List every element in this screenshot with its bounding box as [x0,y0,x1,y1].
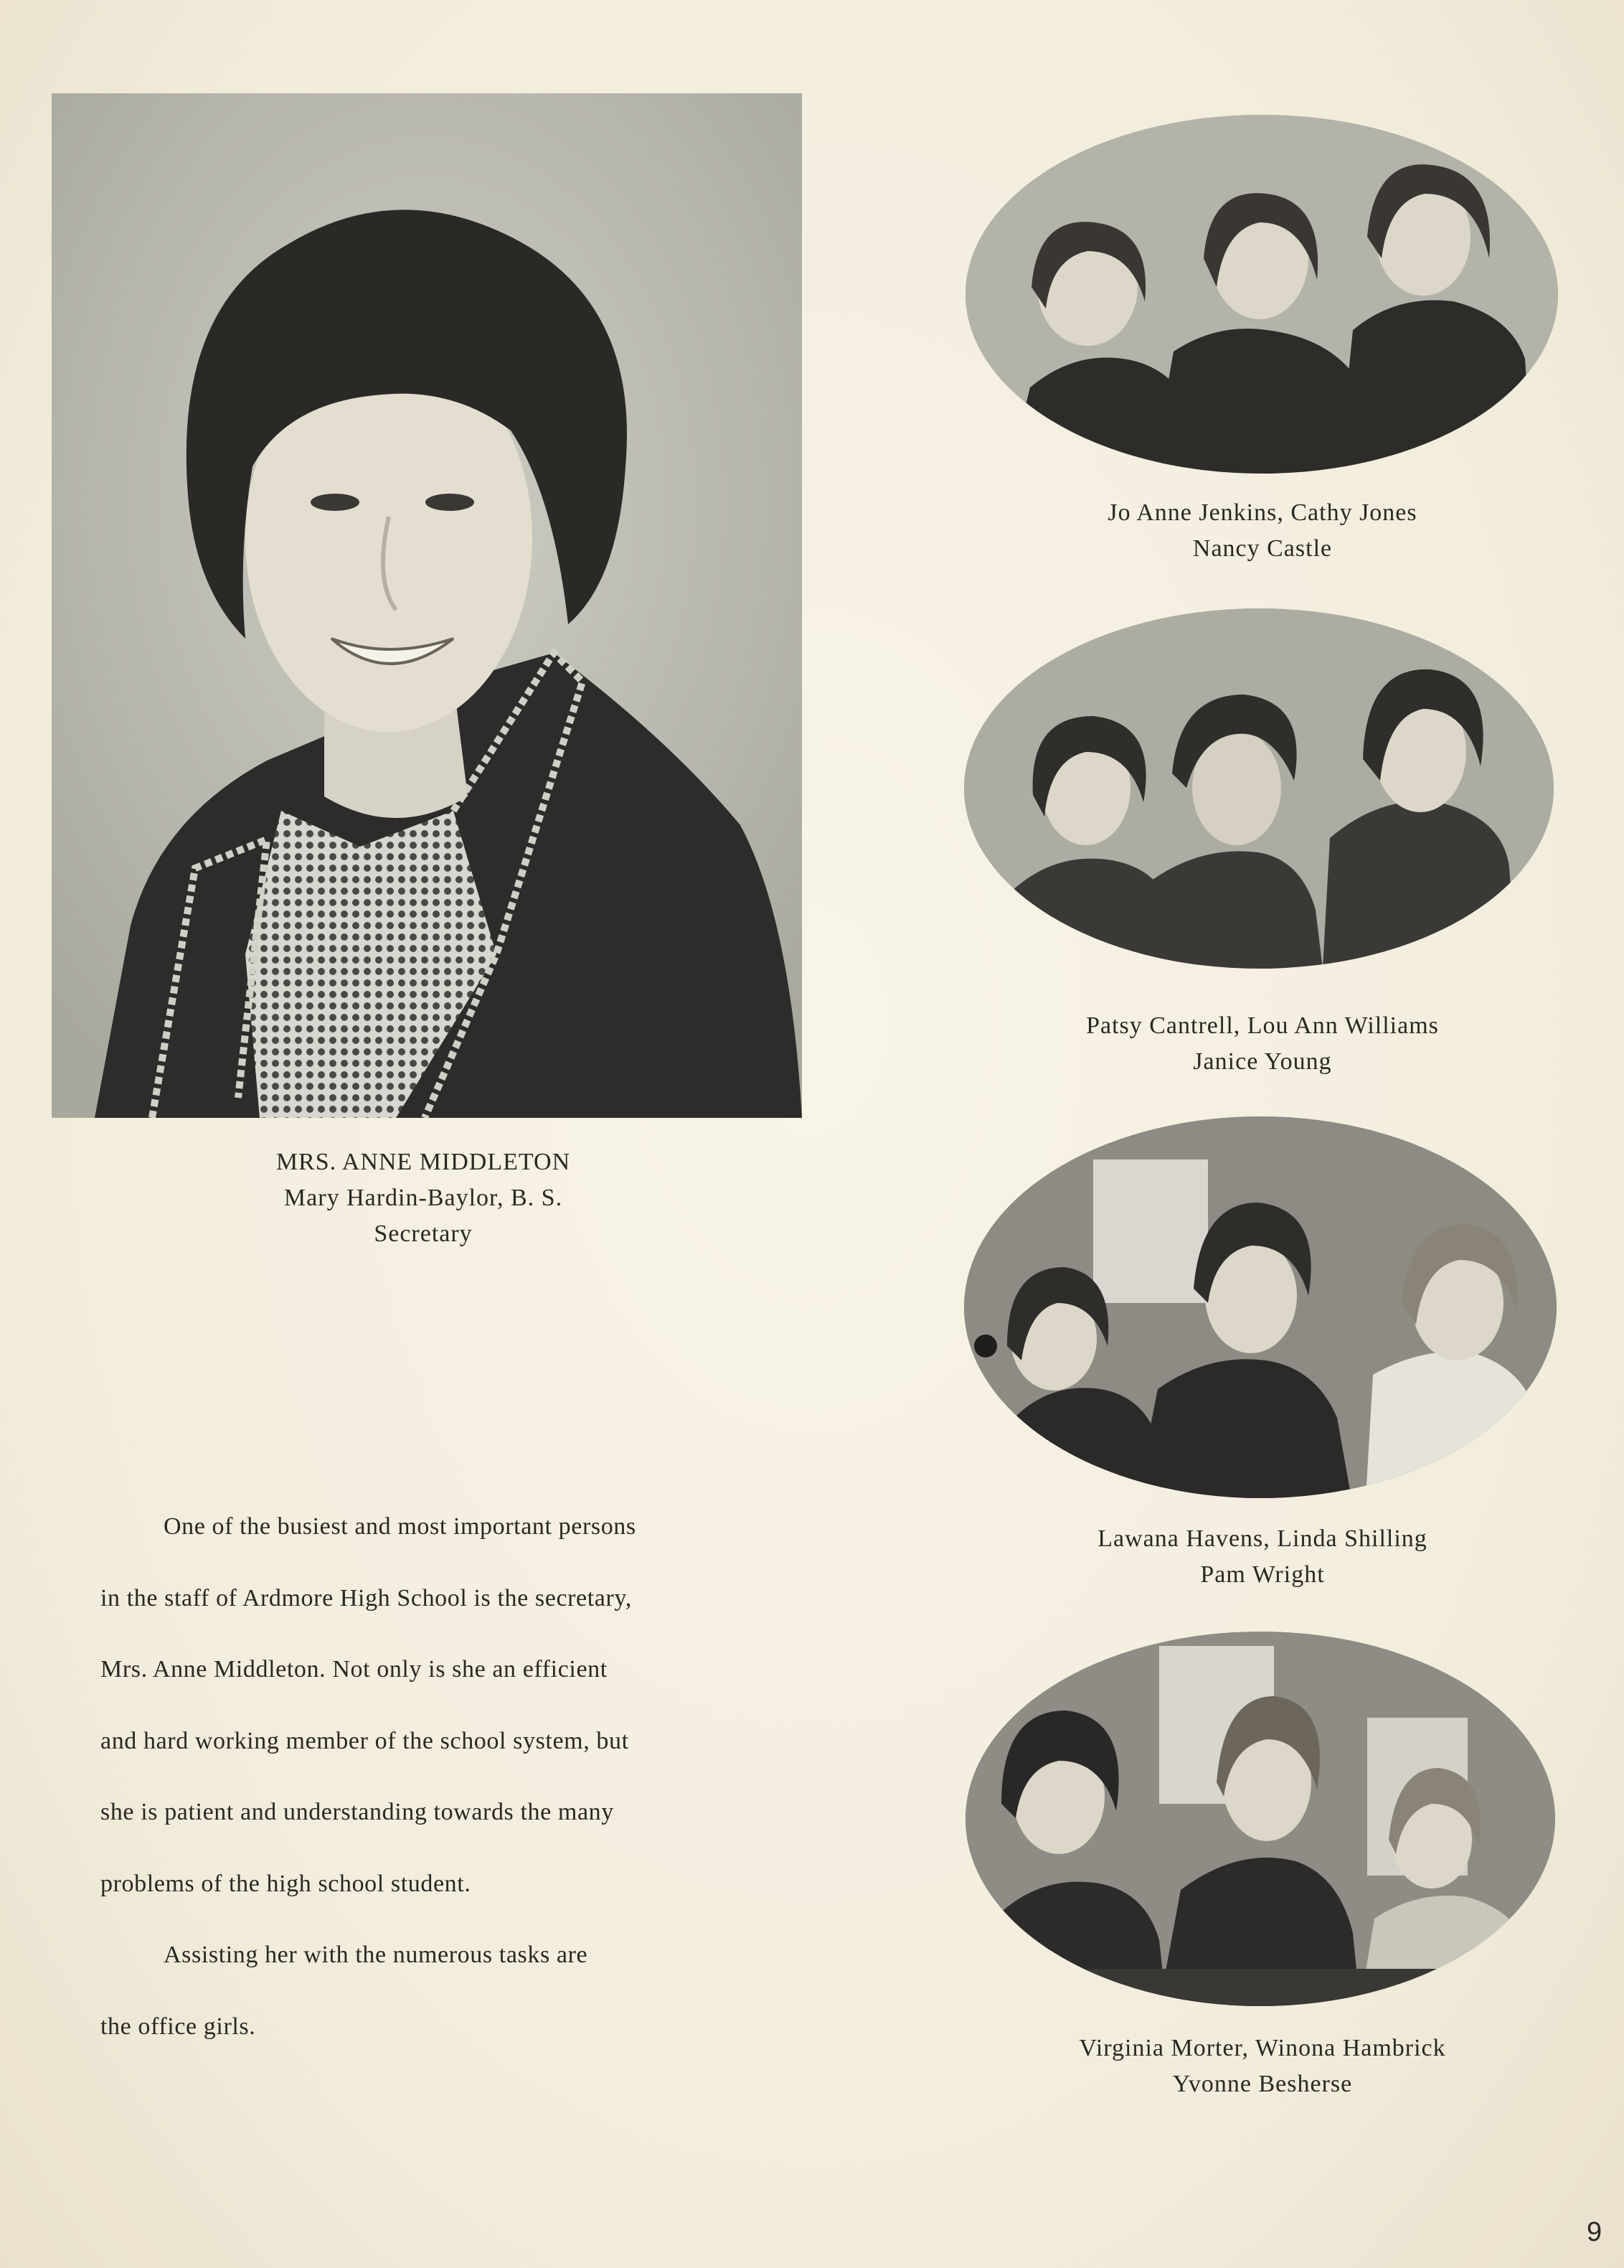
portrait-caption-name: MRS. ANNE MIDDLETON [275,1149,571,1175]
group-photo-1 [966,115,1558,474]
body-line: in the staff of Ardmore High School is the secretary, [100,1584,632,1611]
group-caption-line: Patsy Cantrell, Lou Ann Williams [1086,1012,1439,1039]
group-photo-4 [966,1632,1555,2006]
body-line: problems of the high school student. [100,1870,471,1897]
group-caption-3 [940,1521,1585,1593]
portrait-caption [129,1144,717,1252]
body-line: and hard working member of the school system, but [100,1727,629,1754]
group-caption-line: Nancy Castle [1192,535,1333,562]
page-number: 9 [1587,2217,1602,2247]
body-line: One of the busiest and most important persons [164,1513,636,1540]
group-caption-line: Lawana Havens, Linda Shilling [1097,1525,1427,1552]
portrait-caption-title: Secretary [374,1220,473,1247]
group-caption-4 [940,2031,1585,2102]
group-photo-3 [964,1116,1557,1498]
group-caption-2 [940,1008,1585,1080]
group-caption-line: Janice Young [1193,1048,1332,1075]
portrait-caption-school: Mary Hardin-Baylor, B. S. [283,1185,563,1211]
group-caption-line: Virginia Morter, Winona Hambrick [1079,2035,1446,2061]
group-caption-1 [940,495,1585,567]
group-photo-2 [964,608,1554,969]
body-line: Mrs. Anne Middleton. Not only is she an efficient [100,1656,608,1683]
body-line: Assisting her with the numerous tasks are [164,1942,588,1968]
secretary-portrait-photo [52,93,802,1118]
body-line: she is patient and understanding towards the many [100,1799,614,1825]
group-caption-line: Pam Wright [1200,1561,1325,1588]
body-line: the office girls. [100,2013,256,2040]
group-caption-line: Yvonne Besherse [1172,2071,1353,2097]
body-text [100,1491,753,2062]
group-caption-line: Jo Anne Jenkins, Cathy Jones [1108,499,1417,526]
